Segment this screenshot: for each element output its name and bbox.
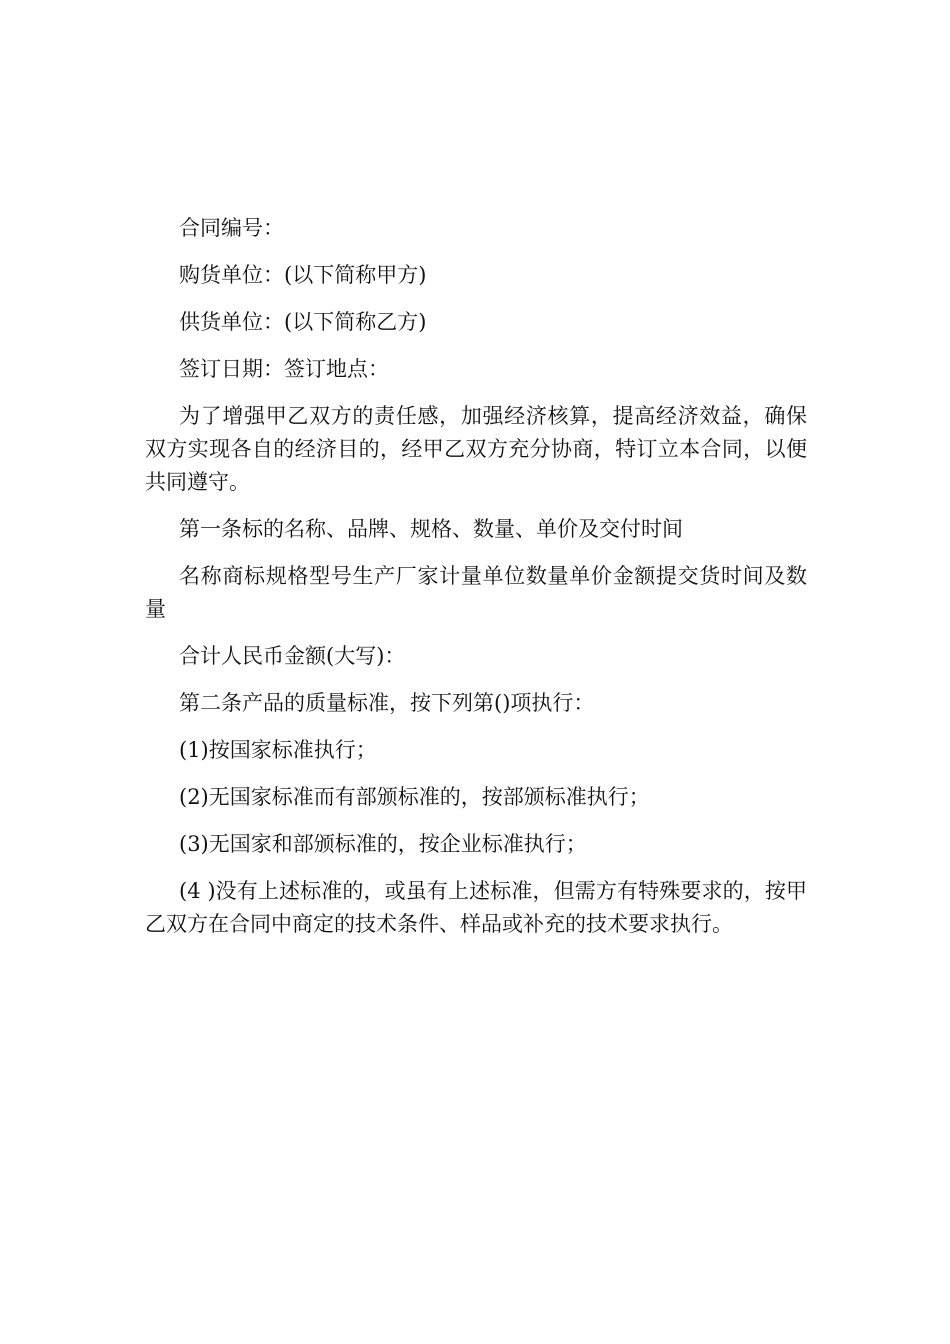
standard-option-4: (4 )没有上述标准的，或虽有上述标准，但需方有特殊要求的，按甲乙双方在合同中商定的技术条件、样品或补充的技术要求执行。 [145, 879, 807, 936]
document-body [145, 212, 807, 955]
item-columns-line: 名称商标规格型号生产厂家计量单位数量单价金额提交货时间及数量 [145, 564, 807, 621]
total-amount-line: 合计人民币金额(大写)： [179, 644, 406, 668]
standard-option-3: (3)无国家和部颁标准的，按企业标准执行； [179, 832, 587, 856]
standard-option-2: (2)无国家标准而有部颁标准的，按部颁标准执行； [179, 785, 650, 809]
article-2-heading: 第二条产品的质量标准，按下列第()项执行： [179, 691, 595, 715]
article-1-heading: 第一条标的名称、品牌、规格、数量、单价及交付时间 [179, 517, 683, 541]
preamble-paragraph: 为了增强甲乙双方的责任感，加强经济核算，提高经济效益，确保双方实现各自的经济目的，经甲乙双方充分协商，特订立本合同，以便共同遵守。 [145, 404, 807, 494]
contract-number-line: 合同编号： [179, 216, 284, 240]
supplier-line: 供货单位：(以下简称乙方) [179, 310, 427, 334]
signing-date-place-line: 签订日期：签订地点： [179, 357, 389, 381]
buyer-line: 购货单位：(以下简称甲方) [179, 263, 427, 287]
standard-option-1: (1)按国家标准执行； [179, 738, 377, 762]
